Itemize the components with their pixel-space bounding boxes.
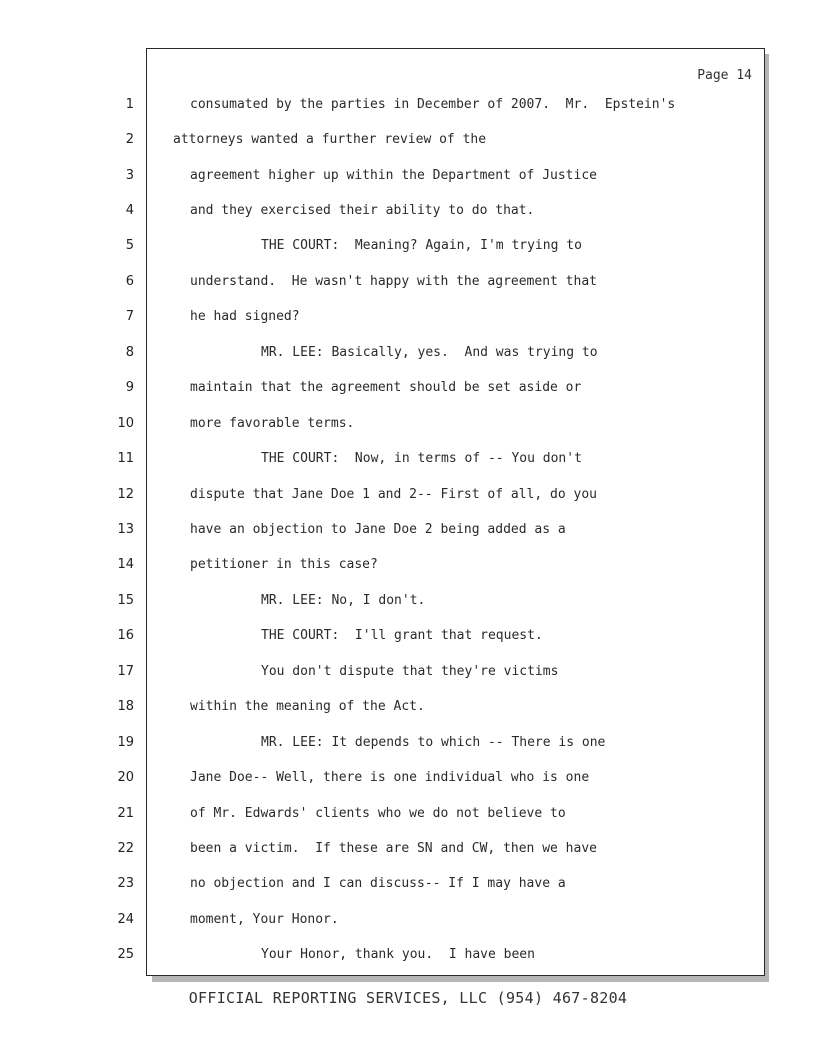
- transcript-line: [0, 841, 816, 863]
- line-text: more favorable terms.: [190, 416, 355, 431]
- transcript-line: [0, 593, 816, 615]
- line-text: consumated by the parties in December of 2007. Mr. Epstein's: [190, 97, 676, 112]
- transcript-line: [0, 416, 816, 438]
- line-text: he had signed?: [190, 309, 300, 324]
- transcript-line: [0, 876, 816, 898]
- transcript-line: [0, 735, 816, 757]
- line-number: 1: [125, 97, 134, 112]
- line-text: MR. LEE: Basically, yes. And was trying to: [261, 345, 598, 360]
- line-number: 22: [117, 841, 134, 856]
- transcript-line: [0, 806, 816, 828]
- transcript-line: [0, 97, 816, 119]
- line-text: Your Honor, thank you. I have been: [261, 947, 535, 962]
- transcript-line: [0, 912, 816, 934]
- line-number: 6: [125, 274, 134, 289]
- transcript-line: [0, 238, 816, 260]
- line-number: 25: [117, 947, 134, 962]
- transcript-line: [0, 699, 816, 721]
- transcript-line: [0, 132, 816, 154]
- transcript-line: [0, 770, 816, 792]
- line-number: 11: [117, 451, 134, 466]
- line-text: understand. He wasn't happy with the agreement that: [190, 274, 597, 289]
- line-number: 13: [117, 522, 134, 537]
- transcript-line: [0, 628, 816, 650]
- line-number: 24: [117, 912, 134, 927]
- line-text: and they exercised their ability to do that.: [190, 203, 535, 218]
- line-number: 3: [125, 168, 134, 183]
- line-text: been a victim. If these are SN and CW, then we have: [190, 841, 597, 856]
- line-number: 19: [117, 735, 134, 750]
- line-number: 10: [117, 416, 134, 431]
- line-text: MR. LEE: No, I don't.: [261, 593, 426, 608]
- line-number: 21: [117, 806, 134, 821]
- line-number: 8: [125, 345, 134, 360]
- line-number: 17: [117, 664, 134, 679]
- line-number: 15: [117, 593, 134, 608]
- line-number: 12: [117, 487, 134, 502]
- line-text: THE COURT: Meaning? Again, I'm trying to: [261, 238, 582, 253]
- line-text: THE COURT: Now, in terms of -- You don't: [261, 451, 582, 466]
- line-text: of Mr. Edwards' clients who we do not believe to: [190, 806, 566, 821]
- line-text: no objection and I can discuss-- If I may have a: [190, 876, 566, 891]
- line-text: You don't dispute that they're victims: [261, 664, 559, 679]
- line-text: petitioner in this case?: [190, 557, 378, 572]
- line-text: within the meaning of the Act.: [190, 699, 425, 714]
- line-number: 2: [125, 132, 134, 147]
- line-number: 18: [117, 699, 134, 714]
- line-text: have an objection to Jane Doe 2 being added as a: [190, 522, 566, 537]
- transcript-line: [0, 451, 816, 473]
- transcript-line: [0, 380, 816, 402]
- transcript-line: [0, 557, 816, 579]
- transcript-line: [0, 664, 816, 686]
- transcript-line: [0, 309, 816, 331]
- line-text: dispute that Jane Doe 1 and 2-- First of all, do you: [190, 487, 597, 502]
- transcript-line: [0, 522, 816, 544]
- transcript-line: [0, 274, 816, 296]
- line-number: 20: [117, 770, 134, 785]
- line-number: 23: [117, 876, 134, 891]
- line-text: MR. LEE: It depends to which -- There is one: [261, 735, 606, 750]
- line-number: 4: [125, 203, 134, 218]
- transcript-line: [0, 168, 816, 190]
- transcript-line: [0, 203, 816, 225]
- line-text: maintain that the agreement should be set aside or: [190, 380, 582, 395]
- line-number: 9: [125, 380, 134, 395]
- line-text: agreement higher up within the Department of Justice: [190, 168, 597, 183]
- line-number: 5: [125, 238, 134, 253]
- line-text: Jane Doe-- Well, there is one individual who is one: [190, 770, 590, 785]
- transcript-line: [0, 947, 816, 969]
- reporter-footer: OFFICIAL REPORTING SERVICES, LLC (954) 467-8204: [188, 989, 628, 1007]
- line-text: THE COURT: I'll grant that request.: [261, 628, 543, 643]
- line-number: 14: [117, 557, 134, 572]
- line-text: attorneys wanted a further review of the: [173, 132, 487, 147]
- line-text: moment, Your Honor.: [190, 912, 339, 927]
- line-number: 7: [125, 309, 134, 324]
- page-number: Page 14: [697, 68, 752, 83]
- line-number: 16: [117, 628, 134, 643]
- transcript-line: [0, 487, 816, 509]
- transcript-line: [0, 345, 816, 367]
